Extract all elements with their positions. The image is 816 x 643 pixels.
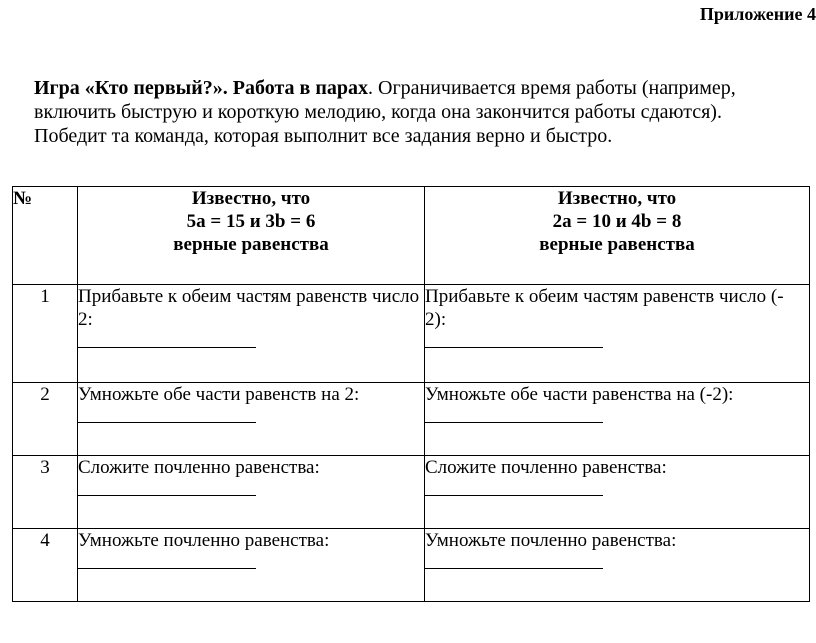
task-cell-b: [425, 456, 810, 529]
task-text: Умножьте обе части равенства на (-2):: [425, 384, 734, 405]
row-number: 1: [13, 285, 78, 383]
intro-paragraph: [34, 76, 794, 148]
row-number: 2: [13, 383, 78, 456]
task-text: Прибавьте к обеим частям равенств число 2:: [78, 286, 420, 330]
table-header-row: [13, 187, 810, 285]
task-text: Умножьте почленно равенства:: [78, 530, 330, 551]
number-column-header: №: [13, 187, 78, 285]
game-title: Игра «Кто первый?». Работа в парах: [34, 77, 368, 99]
column-b-header-line-1: Известно, что: [557, 188, 677, 209]
row-number: 4: [13, 529, 78, 602]
task-cell-a: [78, 456, 425, 529]
table-row: [13, 285, 810, 383]
tasks-table: [12, 186, 810, 602]
column-b-header-line-3: верные равенства: [539, 234, 695, 255]
task-cell-a: [78, 383, 425, 456]
answer-blank[interactable]: [78, 554, 256, 569]
answer-blank[interactable]: [425, 408, 603, 423]
answer-blank[interactable]: [425, 333, 603, 348]
task-cell-a: [78, 285, 425, 383]
row-number: 3: [13, 456, 78, 529]
answer-blank[interactable]: [425, 481, 603, 496]
task-cell-b: [425, 285, 810, 383]
task-text: Умножьте обе части равенств на 2:: [78, 384, 360, 405]
answer-blank[interactable]: [78, 333, 256, 348]
task-text: Сложите почленно равенства:: [425, 457, 667, 478]
answer-blank[interactable]: [78, 481, 256, 496]
table-row: [13, 529, 810, 602]
task-text: Прибавьте к обеим частям равенств число (- 2):: [425, 286, 784, 330]
column-a-header-line-1: Известно, что: [191, 188, 311, 209]
task-text: Сложите почленно равенства:: [78, 457, 320, 478]
column-a-header-line-2: 5a = 15 и 3b = 6: [186, 211, 316, 232]
answer-blank[interactable]: [425, 554, 603, 569]
task-cell-b: [425, 383, 810, 456]
task-text: Умножьте почленно равенства:: [425, 530, 677, 551]
task-cell-b: [425, 529, 810, 602]
answer-blank[interactable]: [78, 408, 256, 423]
column-b-header: [425, 187, 810, 285]
table-row: [13, 383, 810, 456]
appendix-label: Приложение 4: [699, 4, 816, 24]
column-a-header: [78, 187, 425, 285]
column-a-header-line-3: верные равенства: [173, 234, 329, 255]
table-row: [13, 456, 810, 529]
task-cell-a: [78, 529, 425, 602]
column-b-header-line-2: 2a = 10 и 4b = 8: [552, 211, 682, 232]
intro-text: . Ограничивается время работы (например, включить быструю и короткую мелодию, когда она закончится работы сдаются). Победит та команда, которая выполнит все задания верно и быстро.: [34, 77, 736, 147]
